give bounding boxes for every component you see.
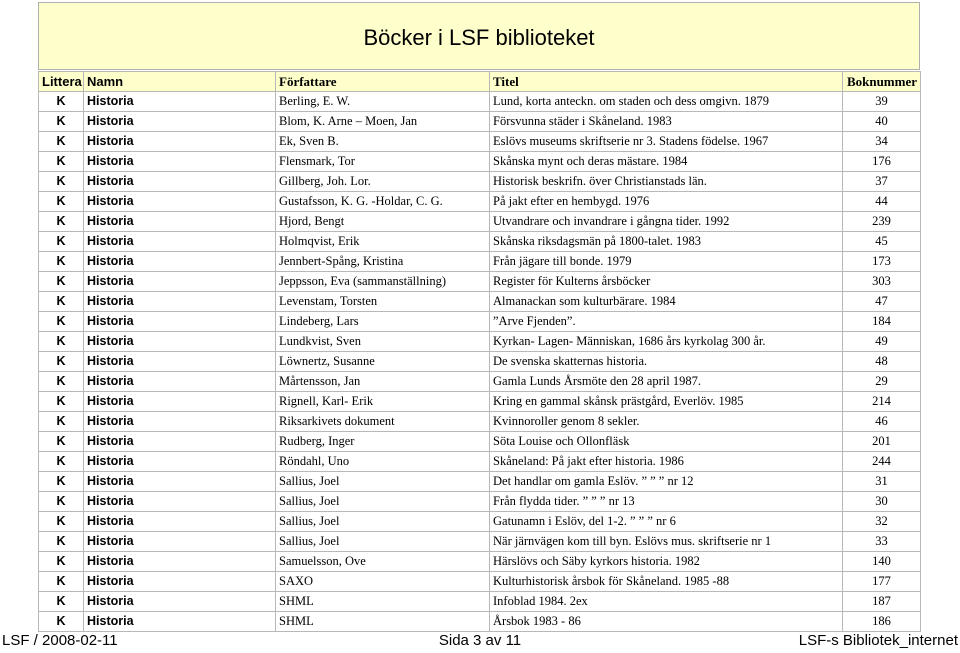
cell-namn: Historia: [84, 352, 276, 372]
cell-littera: K: [39, 432, 84, 452]
table-row: [39, 552, 921, 572]
cell-titel: Försvunna städer i Skåneland. 1983: [490, 112, 843, 132]
cell-boknummer: 45: [843, 232, 921, 252]
cell-littera: K: [39, 172, 84, 192]
cell-littera: K: [39, 412, 84, 432]
cell-forfattare: Blom, K. Arne – Moen, Jan: [276, 112, 490, 132]
cell-littera: K: [39, 232, 84, 252]
table-row: [39, 612, 921, 632]
cell-titel: Utvandrare och invandrare i gångna tider. 1992: [490, 212, 843, 232]
cell-forfattare: Jeppsson, Eva (sammanställning): [276, 272, 490, 292]
cell-boknummer: 37: [843, 172, 921, 192]
cell-namn: Historia: [84, 492, 276, 512]
table-row: [39, 252, 921, 272]
table-row: [39, 412, 921, 432]
cell-namn: Historia: [84, 192, 276, 212]
cell-titel: Söta Louise och Ollonfläsk: [490, 432, 843, 452]
cell-boknummer: 40: [843, 112, 921, 132]
cell-littera: K: [39, 472, 84, 492]
table-row: [39, 472, 921, 492]
cell-namn: Historia: [84, 552, 276, 572]
cell-namn: Historia: [84, 212, 276, 232]
cell-namn: Historia: [84, 312, 276, 332]
cell-namn: Historia: [84, 332, 276, 352]
column-header-littera: Littera: [39, 72, 84, 92]
cell-boknummer: 140: [843, 552, 921, 572]
cell-boknummer: 184: [843, 312, 921, 332]
cell-namn: Historia: [84, 132, 276, 152]
cell-titel: Gatunamn i Eslöv, del 1-2. ” ” ” nr 6: [490, 512, 843, 532]
cell-namn: Historia: [84, 392, 276, 412]
table-row: [39, 92, 921, 112]
cell-forfattare: SHML: [276, 612, 490, 632]
cell-namn: Historia: [84, 472, 276, 492]
cell-littera: K: [39, 512, 84, 532]
page-title: Böcker i LSF biblioteket: [363, 25, 595, 50]
table-row: [39, 332, 921, 352]
cell-littera: K: [39, 452, 84, 472]
cell-littera: K: [39, 272, 84, 292]
title-band: [38, 2, 920, 70]
table-row: [39, 232, 921, 252]
footer-date: LSF / 2008-02-11: [2, 632, 118, 649]
cell-forfattare: Gillberg, Joh. Lor.: [276, 172, 490, 192]
cell-forfattare: Riksarkivets dokument: [276, 412, 490, 432]
cell-boknummer: 303: [843, 272, 921, 292]
cell-boknummer: 187: [843, 592, 921, 612]
table-row: [39, 492, 921, 512]
cell-forfattare: Sallius, Joel: [276, 532, 490, 552]
cell-forfattare: SHML: [276, 592, 490, 612]
cell-namn: Historia: [84, 432, 276, 452]
footer-page-number: Sida 3 av 11: [438, 632, 522, 649]
cell-titel: Kyrkan- Lagen- Människan, 1686 års kyrkolag 300 år.: [490, 332, 843, 352]
cell-namn: Historia: [84, 612, 276, 632]
cell-boknummer: 34: [843, 132, 921, 152]
cell-titel: Skåneland: På jakt efter historia. 1986: [490, 452, 843, 472]
cell-boknummer: 173: [843, 252, 921, 272]
table-row: [39, 292, 921, 312]
cell-namn: Historia: [84, 412, 276, 432]
cell-titel: Lund, korta anteckn. om staden och dess omgivn. 1879: [490, 92, 843, 112]
cell-namn: Historia: [84, 532, 276, 552]
table-header-row: [39, 72, 921, 92]
column-header-boknummer: Boknummer: [843, 72, 921, 92]
footer-document-name: LSF-s Bibliotek_internet: [798, 632, 958, 649]
cell-forfattare: Jennbert-Spång, Kristina: [276, 252, 490, 272]
column-header-titel: Titel: [490, 72, 843, 92]
cell-namn: Historia: [84, 292, 276, 312]
table-row: [39, 212, 921, 232]
cell-forfattare: Flensmark, Tor: [276, 152, 490, 172]
cell-titel: De svenska skatternas historia.: [490, 352, 843, 372]
cell-titel: Skånska riksdagsmän på 1800-talet. 1983: [490, 232, 843, 252]
cell-littera: K: [39, 332, 84, 352]
cell-titel: På jakt efter en hembygd. 1976: [490, 192, 843, 212]
table-body: [39, 92, 921, 632]
table-row: [39, 572, 921, 592]
cell-titel: ”Arve Fjenden”.: [490, 312, 843, 332]
cell-namn: Historia: [84, 112, 276, 132]
table-row: [39, 532, 921, 552]
table-row: [39, 452, 921, 472]
cell-forfattare: SAXO: [276, 572, 490, 592]
cell-forfattare: Lundkvist, Sven: [276, 332, 490, 352]
cell-forfattare: Rudberg, Inger: [276, 432, 490, 452]
table-row: [39, 312, 921, 332]
cell-titel: Härslövs och Säby kyrkors historia. 1982: [490, 552, 843, 572]
cell-titel: Gamla Lunds Årsmöte den 28 april 1987.: [490, 372, 843, 392]
cell-littera: K: [39, 572, 84, 592]
cell-titel: Skånska mynt och deras mästare. 1984: [490, 152, 843, 172]
cell-forfattare: Röndahl, Uno: [276, 452, 490, 472]
cell-namn: Historia: [84, 152, 276, 172]
cell-boknummer: 239: [843, 212, 921, 232]
table-row: [39, 432, 921, 452]
cell-littera: K: [39, 292, 84, 312]
cell-forfattare: Berling, E. W.: [276, 92, 490, 112]
cell-boknummer: 46: [843, 412, 921, 432]
cell-littera: K: [39, 392, 84, 412]
table-row: [39, 272, 921, 292]
cell-littera: K: [39, 252, 84, 272]
cell-forfattare: Sallius, Joel: [276, 472, 490, 492]
cell-titel: Det handlar om gamla Eslöv. ” ” ” nr 12: [490, 472, 843, 492]
cell-forfattare: Gustafsson, K. G. -Holdar, C. G.: [276, 192, 490, 212]
cell-namn: Historia: [84, 572, 276, 592]
page-footer: [0, 632, 960, 650]
cell-titel: Kulturhistorisk årsbok för Skåneland. 1985 -88: [490, 572, 843, 592]
cell-forfattare: Rignell, Karl- Erik: [276, 392, 490, 412]
cell-forfattare: Sallius, Joel: [276, 492, 490, 512]
cell-boknummer: 33: [843, 532, 921, 552]
cell-titel: Från jägare till bonde. 1979: [490, 252, 843, 272]
cell-littera: K: [39, 112, 84, 132]
cell-titel: Årsbok 1983 - 86: [490, 612, 843, 632]
cell-littera: K: [39, 532, 84, 552]
cell-boknummer: 201: [843, 432, 921, 452]
column-header-forfattare: Författare: [276, 72, 490, 92]
cell-boknummer: 186: [843, 612, 921, 632]
cell-littera: K: [39, 612, 84, 632]
table-row: [39, 112, 921, 132]
cell-titel: Kring en gammal skånsk prästgård, Everlöv. 1985: [490, 392, 843, 412]
cell-forfattare: Löwnertz, Susanne: [276, 352, 490, 372]
cell-littera: K: [39, 132, 84, 152]
cell-boknummer: 49: [843, 332, 921, 352]
cell-forfattare: Holmqvist, Erik: [276, 232, 490, 252]
column-header-namn: Namn: [84, 72, 276, 92]
cell-littera: K: [39, 592, 84, 612]
cell-littera: K: [39, 212, 84, 232]
cell-littera: K: [39, 492, 84, 512]
table-row: [39, 372, 921, 392]
cell-namn: Historia: [84, 592, 276, 612]
cell-forfattare: Mårtensson, Jan: [276, 372, 490, 392]
cell-titel: När järnvägen kom till byn. Eslövs mus. skriftserie nr 1: [490, 532, 843, 552]
cell-titel: Infoblad 1984. 2ex: [490, 592, 843, 612]
cell-namn: Historia: [84, 512, 276, 532]
cell-forfattare: Sallius, Joel: [276, 512, 490, 532]
table-row: [39, 512, 921, 532]
cell-littera: K: [39, 552, 84, 572]
cell-boknummer: 39: [843, 92, 921, 112]
table-row: [39, 592, 921, 612]
cell-boknummer: 31: [843, 472, 921, 492]
table-row: [39, 152, 921, 172]
books-table: [38, 71, 921, 632]
cell-littera: K: [39, 312, 84, 332]
cell-titel: Almanackan som kulturbärare. 1984: [490, 292, 843, 312]
cell-namn: Historia: [84, 272, 276, 292]
cell-namn: Historia: [84, 172, 276, 192]
cell-littera: K: [39, 372, 84, 392]
cell-boknummer: 47: [843, 292, 921, 312]
cell-boknummer: 176: [843, 152, 921, 172]
table-row: [39, 132, 921, 152]
cell-boknummer: 29: [843, 372, 921, 392]
cell-titel: Eslövs museums skriftserie nr 3. Stadens födelse. 1967: [490, 132, 843, 152]
cell-titel: Från flydda tider. ” ” ” nr 13: [490, 492, 843, 512]
cell-titel: Kvinnoroller genom 8 sekler.: [490, 412, 843, 432]
cell-boknummer: 44: [843, 192, 921, 212]
cell-forfattare: Levenstam, Torsten: [276, 292, 490, 312]
cell-forfattare: Samuelsson, Ove: [276, 552, 490, 572]
cell-littera: K: [39, 92, 84, 112]
cell-namn: Historia: [84, 252, 276, 272]
cell-namn: Historia: [84, 372, 276, 392]
table-row: [39, 172, 921, 192]
table-row: [39, 352, 921, 372]
cell-titel: Register för Kulterns årsböcker: [490, 272, 843, 292]
cell-littera: K: [39, 192, 84, 212]
table-row: [39, 392, 921, 412]
cell-littera: K: [39, 352, 84, 372]
cell-boknummer: 177: [843, 572, 921, 592]
cell-titel: Historisk beskrifn. över Christianstads län.: [490, 172, 843, 192]
cell-boknummer: 30: [843, 492, 921, 512]
cell-namn: Historia: [84, 232, 276, 252]
cell-namn: Historia: [84, 92, 276, 112]
cell-littera: K: [39, 152, 84, 172]
cell-boknummer: 32: [843, 512, 921, 532]
cell-boknummer: 214: [843, 392, 921, 412]
cell-namn: Historia: [84, 452, 276, 472]
table-row: [39, 192, 921, 212]
cell-forfattare: Lindeberg, Lars: [276, 312, 490, 332]
cell-forfattare: Hjord, Bengt: [276, 212, 490, 232]
cell-boknummer: 48: [843, 352, 921, 372]
cell-boknummer: 244: [843, 452, 921, 472]
cell-forfattare: Ek, Sven B.: [276, 132, 490, 152]
